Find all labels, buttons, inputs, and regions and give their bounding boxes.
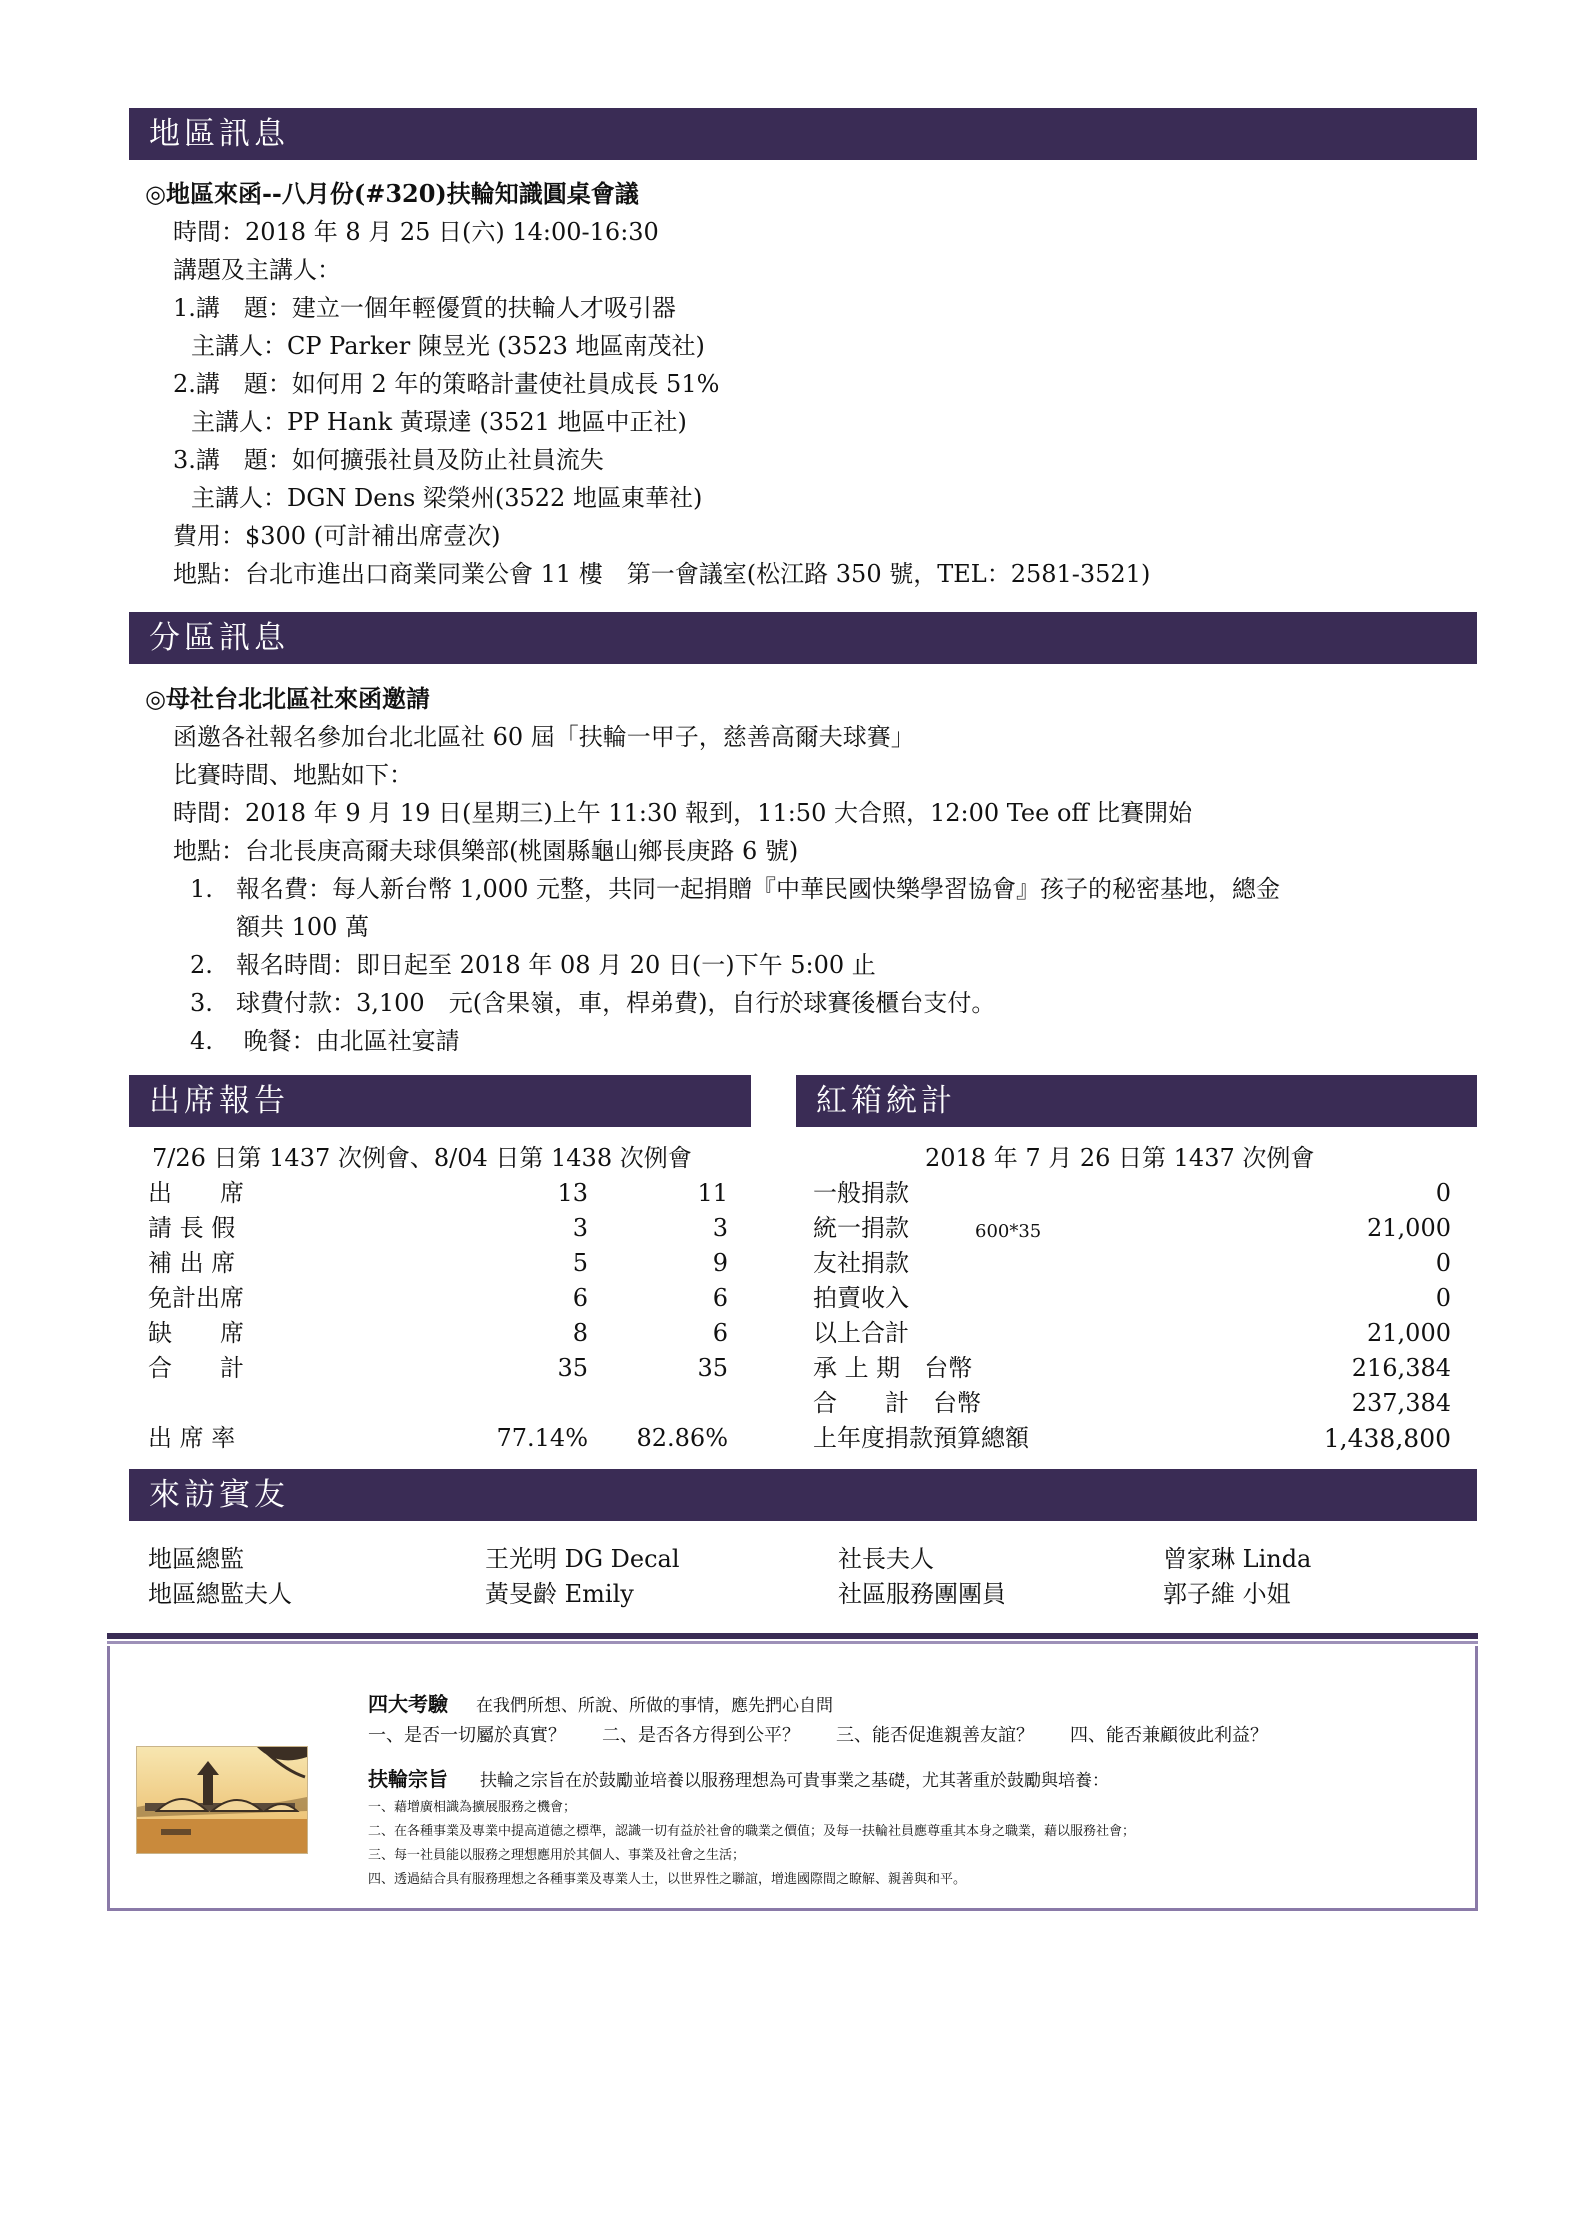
table-row bbox=[148, 1281, 738, 1316]
item-text: 報名費：每人新台幣 1,000 元整，共同一起捐贈『中華民國快樂學習協會』孩子的秘密基地，總金 bbox=[236, 875, 1280, 903]
row-label: 承 上 期 台幣 bbox=[813, 1354, 973, 1382]
visitor-name-4: 郭子維 小姐 bbox=[1163, 1580, 1291, 1608]
row-label: 統一捐款 bbox=[813, 1214, 909, 1242]
attendance-rate-row bbox=[148, 1421, 738, 1456]
footer-divider-light bbox=[107, 1641, 1478, 1644]
row-value-b: 6 bbox=[712, 1319, 728, 1347]
row-value: 237,384 bbox=[1351, 1389, 1451, 1417]
row-label: 合 計 bbox=[148, 1354, 244, 1382]
subdistrict-location: 地點：台北長庚高爾夫球俱樂部(桃園縣龜山鄉長庚路 6 號) bbox=[173, 837, 799, 865]
subdistrict-item-3 bbox=[145, 984, 1280, 1022]
attendance-table bbox=[148, 1141, 738, 1456]
budget-label: 上年度捐款預算總額 bbox=[813, 1424, 1029, 1452]
visitor-role-3: 社長夫人 bbox=[838, 1545, 934, 1573]
rate-label: 出 席 率 bbox=[148, 1424, 236, 1452]
four-way-test-items: 一、是否一切屬於真實？ 二、是否各方得到公平？ 三、能否促進親善友誼？ 四、能否兼顧彼此利益？ bbox=[368, 1725, 1268, 1745]
spacer-row bbox=[148, 1386, 738, 1421]
table-row bbox=[148, 1351, 738, 1386]
footer-divider-dark bbox=[107, 1633, 1478, 1639]
district-topics-label: 講題及主講人： bbox=[173, 256, 341, 284]
district-topic-2: 2.講 題：如何用 2 年的策略計畫使社員成長 51% bbox=[173, 370, 720, 398]
row-value-a: 5 bbox=[572, 1249, 588, 1277]
redbox-heading: 2018 年 7 月 26 日第 1437 次例會 bbox=[925, 1144, 1315, 1172]
visitor-name-2: 黃旻齡 Emily bbox=[485, 1580, 634, 1608]
row-value-b: 11 bbox=[697, 1179, 728, 1207]
subdistrict-line-2: 比賽時間、地點如下： bbox=[173, 761, 413, 789]
district-section-header: 地區訊息 bbox=[129, 108, 1477, 160]
table-row bbox=[813, 1176, 1453, 1211]
redbox-budget-row bbox=[813, 1421, 1453, 1456]
row-value-b: 9 bbox=[712, 1249, 728, 1277]
row-value: 0 bbox=[1435, 1284, 1451, 1312]
subdistrict-line-1: 函邀各社報名參加台北北區社 60 屆「扶輪一甲子，慈善高爾夫球賽」 bbox=[173, 723, 915, 751]
budget-value: 1,438,800 bbox=[1323, 1424, 1451, 1453]
four-way-test-title: 四大考驗 bbox=[368, 1694, 448, 1716]
visitor-name-1: 王光明 DG Decal bbox=[485, 1545, 680, 1573]
redbox-section-header: 紅箱統計 bbox=[796, 1075, 1477, 1127]
row-value: 0 bbox=[1435, 1249, 1451, 1277]
table-row bbox=[813, 1281, 1453, 1316]
district-title: ◎地區來函--八月份(#320)扶輪知識圓桌會議 bbox=[145, 179, 639, 208]
row-label: 以上合計 bbox=[813, 1319, 909, 1347]
table-row bbox=[813, 1211, 1453, 1246]
row-value-b: 35 bbox=[697, 1354, 728, 1382]
row-label: 合 計 台幣 bbox=[813, 1389, 981, 1417]
subdistrict-item-2 bbox=[145, 946, 1280, 984]
district-topic-1: 1.講 題：建立一個年輕優質的扶輪人才吸引器 bbox=[173, 294, 676, 322]
rotary-object-item-4: 四、透過結合具有服務理想之各種事業及專業人士，以世界性之聯誼，增進國際間之瞭解、親善與和平。 bbox=[368, 1871, 967, 1886]
rotary-object-item-3: 三、每一社員能以服務之理想應用於其個人、事業及社會之生活； bbox=[368, 1847, 746, 1862]
row-label: 補 出 席 bbox=[148, 1249, 236, 1277]
rotary-object-item-2: 二、在各種事業及專業中提高道德之標準，認識一切有益於社會的職業之價值；及每一扶輪社員應尊重其本身之職業，藉以服務社會； bbox=[368, 1823, 1136, 1838]
subdistrict-title: ◎母社台北北區社來函邀請 bbox=[145, 684, 430, 713]
row-value: 21,000 bbox=[1367, 1319, 1451, 1347]
row-value-b: 3 bbox=[712, 1214, 728, 1242]
subdistrict-item-4 bbox=[145, 1022, 1280, 1060]
subdistrict-time: 時間：2018 年 9 月 19 日(星期三)上午 11:30 報到，11:50 大合照，12:00 Tee off 比賽開始 bbox=[173, 799, 1193, 827]
item-number: 3. bbox=[190, 989, 213, 1017]
row-value: 216,384 bbox=[1351, 1354, 1451, 1382]
subdistrict-item-1-cont: 額共 100 萬 bbox=[236, 913, 370, 941]
row-value-a: 8 bbox=[572, 1319, 588, 1347]
visitor-role-4: 社區服務團團員 bbox=[838, 1580, 1006, 1608]
visitor-name-3: 曾家琳 Linda bbox=[1163, 1545, 1312, 1573]
row-label: 一般捐款 bbox=[813, 1179, 909, 1207]
row-label: 缺 席 bbox=[148, 1319, 244, 1347]
attendance-heading-row bbox=[148, 1141, 738, 1176]
row-label: 友社捐款 bbox=[813, 1249, 909, 1277]
subdistrict-item-1 bbox=[145, 870, 1280, 908]
subdistrict-section-header: 分區訊息 bbox=[129, 612, 1477, 664]
item-text: 報名時間：即日起至 2018 年 08 月 20 日(一)下午 5:00 止 bbox=[236, 951, 876, 979]
bridge-illustration bbox=[136, 1746, 308, 1854]
subdistrict-body bbox=[145, 680, 1280, 1060]
item-text: 晚餐：由北區社宴請 bbox=[236, 1027, 460, 1055]
table-row bbox=[148, 1316, 738, 1351]
item-text: 球費付款：3,100 元(含果嶺，車，桿弟費)，自行於球賽後櫃台支付。 bbox=[236, 989, 996, 1017]
visitor-role-1: 地區總監 bbox=[148, 1545, 244, 1573]
row-value-a: 3 bbox=[572, 1214, 588, 1242]
item-number: 1. bbox=[190, 875, 213, 903]
table-row bbox=[148, 1246, 738, 1281]
attendance-section-header: 出席報告 bbox=[129, 1075, 751, 1127]
district-speaker-3: 主講人：DGN Dens 梁榮州(3522 地區東華社) bbox=[191, 484, 703, 512]
district-fee: 費用：$300 (可計補出席壹次) bbox=[173, 522, 501, 550]
four-way-test-intro: 在我們所想、所說、所做的事情，應先捫心自問 bbox=[476, 1696, 833, 1715]
visitors-section-header: 來訪賓友 bbox=[129, 1469, 1477, 1521]
table-row bbox=[813, 1316, 1453, 1351]
district-speaker-2: 主講人：PP Hank 黃璟達 (3521 地區中正社) bbox=[191, 408, 687, 436]
row-value-a: 13 bbox=[557, 1179, 588, 1207]
district-body bbox=[145, 175, 1150, 593]
district-time: 時間：2018 年 8 月 25 日(六) 14:00-16:30 bbox=[173, 218, 659, 246]
district-speaker-1: 主講人：CP Parker 陳昱光 (3523 地區南茂社) bbox=[191, 332, 705, 360]
rotary-object-item-1: 一、藉增廣相識為擴展服務之機會； bbox=[368, 1799, 577, 1814]
table-row bbox=[813, 1386, 1453, 1421]
district-location: 地點：台北市進出口商業同業公會 11 樓 第一會議室(松江路 350 號，TEL：2581-3521) bbox=[173, 560, 1151, 588]
rotary-object-intro: 扶輪之宗旨在於鼓勵並培養以服務理想為可貴事業之基礎，尤其著重於鼓勵與培養： bbox=[480, 1771, 1109, 1790]
rate-value-a: 77.14% bbox=[496, 1424, 588, 1452]
row-value-a: 35 bbox=[557, 1354, 588, 1382]
redbox-heading-row bbox=[813, 1141, 1453, 1176]
district-topic-3: 3.講 題：如何擴張社員及防止社員流失 bbox=[173, 446, 604, 474]
visitor-role-2: 地區總監夫人 bbox=[148, 1580, 292, 1608]
row-value: 21,000 bbox=[1367, 1214, 1451, 1242]
table-row bbox=[813, 1351, 1453, 1386]
item-number: 2. bbox=[190, 951, 213, 979]
rotary-object-title: 扶輪宗旨 bbox=[368, 1769, 448, 1791]
attendance-heading: 7/26 日第 1437 次例會、8/04 日第 1438 次例會 bbox=[152, 1144, 692, 1172]
row-label: 免計出席 bbox=[148, 1284, 244, 1312]
row-value-a: 6 bbox=[572, 1284, 588, 1312]
rate-value-b: 82.86% bbox=[636, 1424, 728, 1452]
row-note: 600*35 bbox=[975, 1221, 1042, 1242]
bridge-icon bbox=[137, 1747, 307, 1853]
table-row bbox=[148, 1211, 738, 1246]
row-value-b: 6 bbox=[712, 1284, 728, 1312]
table-row bbox=[148, 1176, 738, 1211]
redbox-table bbox=[813, 1141, 1453, 1456]
item-number: 4. bbox=[190, 1027, 213, 1055]
row-value: 0 bbox=[1435, 1179, 1451, 1207]
row-label: 出 席 bbox=[148, 1179, 244, 1207]
row-label: 拍賣收入 bbox=[813, 1284, 909, 1312]
row-label: 請 長 假 bbox=[148, 1214, 236, 1242]
table-row bbox=[813, 1246, 1453, 1281]
